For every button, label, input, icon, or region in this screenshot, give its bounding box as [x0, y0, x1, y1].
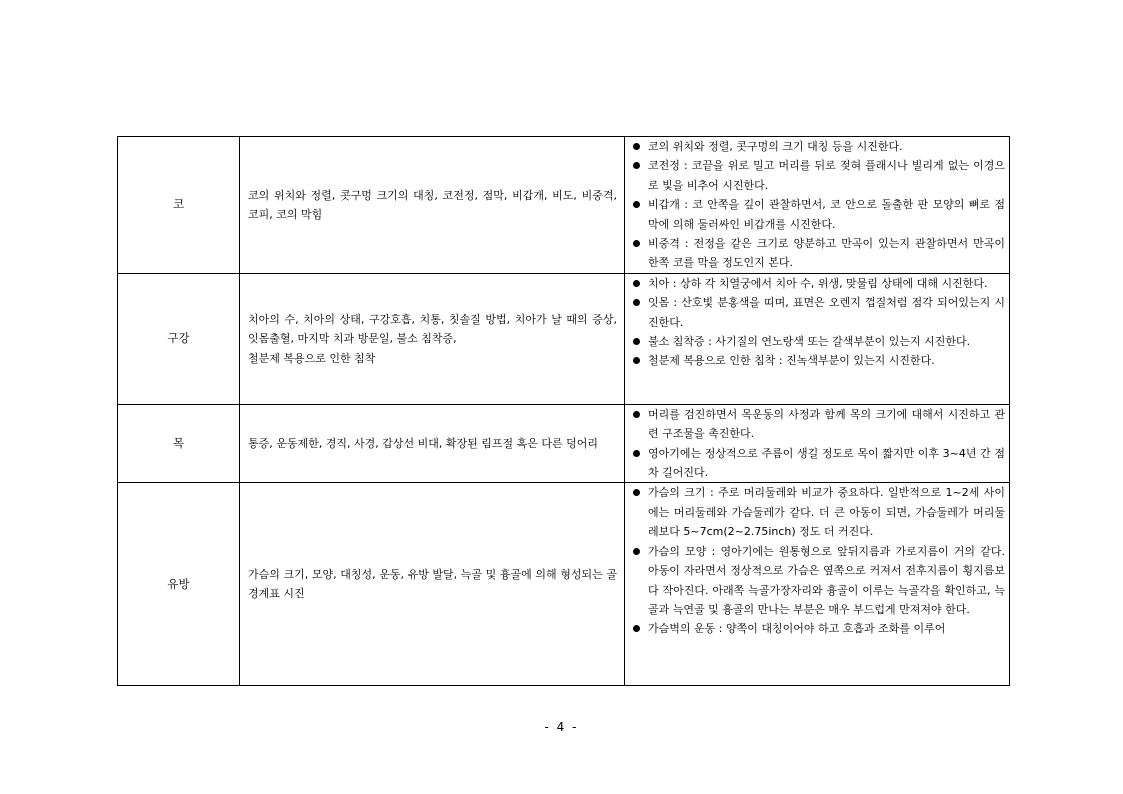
region-cell: 목	[118, 404, 240, 483]
table-row-mouth	[118, 273, 1010, 404]
region-cell: 구강	[118, 273, 240, 404]
detail-item: 치아 : 상하 각 치열궁에서 치아 수, 위생, 맞물림 상태에 대해 시진한다.	[630, 274, 1005, 293]
detail-item: 잇몸 : 산호빛 분홍색을 띠며, 표면은 오렌지 껍질처럼 점각 되어있는지 시진한다.	[630, 293, 1005, 332]
detail-item: 가슴의 모양 : 영아기에는 원통형으로 앞뒤지름과 가로지름이 거의 같다. 아동이 자라면서 정상적으로 가슴은 옆쪽으로 커져서 전후지름이 횡지름보다 작아진다. 아래쪽 늑골가장자리와 흉골이 이루는 늑골각을 확인하고, 늑골과 늑연골 및 흉골의 만나는 부분은 매우 부드럽게 만져져야 한다.	[630, 542, 1005, 620]
detail-item: 코전정 : 코끝을 위로 밀고 머리를 뒤로 젖혀 플래시나 빌리게 없는 이경으로 빛을 비추어 시진한다.	[630, 156, 1005, 195]
table-row-neck	[118, 404, 1010, 483]
detail-item: 머리를 검진하면서 목운동의 사정과 함께 목의 크기에 대해서 시진하고 관련 구조물을 촉진한다.	[630, 405, 1005, 444]
details-list	[630, 483, 1005, 638]
detail-item: 비갑개 : 코 안쪽을 깊이 관찰하면서, 코 안으로 돌출한 판 모양의 뼈로 점막에 의해 둘러싸인 비갑개를 시진한다.	[630, 195, 1005, 234]
details-cell	[625, 273, 1010, 404]
items-text: 철분제 복용으로 인한 침착	[248, 351, 376, 365]
detail-item: 가슴의 크기 : 주로 머리둘레와 비교가 중요하다. 일반적으로 1~2세 사이에는 머리둘레와 가슴둘레가 같다. 더 큰 아동이 되면, 가슴둘레가 머리둘레보다 5~7cm(2~2.75inch) 정도 더 커진다.	[630, 483, 1005, 541]
details-list	[630, 405, 1005, 483]
assessment-table	[117, 136, 1010, 686]
detail-item: 영아기에는 정상적으로 주름이 생길 정도로 목이 짧지만 이후 3~4년 간 점차 길어진다.	[630, 444, 1005, 483]
items-text: 통증, 운동제한, 경직, 사경, 갑상선 비대, 확장된 림프절 혹은 다른 덩어리	[248, 436, 598, 450]
detail-item: 가슴벽의 운동 : 양쪽이 대칭이어야 하고 호흡과 조화를 이루어	[630, 619, 1005, 638]
table-row-breast	[118, 483, 1010, 686]
details-cell	[625, 137, 1010, 274]
detail-item: 코의 위치와 정렬, 콧구멍의 크기 대칭 등을 시진한다.	[630, 137, 1005, 156]
items-text: 코의 위치와 정렬, 콧구멍 크기의 대칭, 코전정, 점막, 비갑개, 비도, 비중격, 코피, 코의 막힘	[248, 188, 617, 221]
items-cell	[240, 137, 625, 274]
items-cell	[240, 404, 625, 483]
table-row-nose	[118, 137, 1010, 274]
detail-item: 철분제 복용으로 인한 침착 : 진녹색부분이 있는지 시진한다.	[630, 351, 1005, 370]
details-cell	[625, 404, 1010, 483]
items-cell	[240, 273, 625, 404]
items-text: 가슴의 크기, 모양, 대칭성, 운동, 유방 발달, 늑골 및 흉골에 의해 형성되는 골경계표 시진	[248, 568, 617, 601]
detail-item: 비중격 : 전정을 같은 크기로 양분하고 만곡이 있는지 관찰하면서 만곡이 한쪽 코를 막을 정도인지 본다.	[630, 234, 1005, 273]
region-cell: 코	[118, 137, 240, 274]
items-cell	[240, 483, 625, 686]
items-text: 치아의 수, 치아의 상태, 구강호흡, 치통, 칫솔질 방법, 치아가 날 때의 증상, 잇몸출혈, 마지막 치과 방문일, 불소 침착증,	[248, 312, 617, 346]
details-list	[630, 274, 1005, 371]
details-cell	[625, 483, 1010, 686]
region-cell: 유방	[118, 483, 240, 686]
details-list	[630, 137, 1005, 273]
page-number: - 4 -	[544, 720, 579, 734]
detail-item: 불소 침착증 : 사기질의 연노랑색 또는 갈색부분이 있는지 시진한다.	[630, 332, 1005, 351]
